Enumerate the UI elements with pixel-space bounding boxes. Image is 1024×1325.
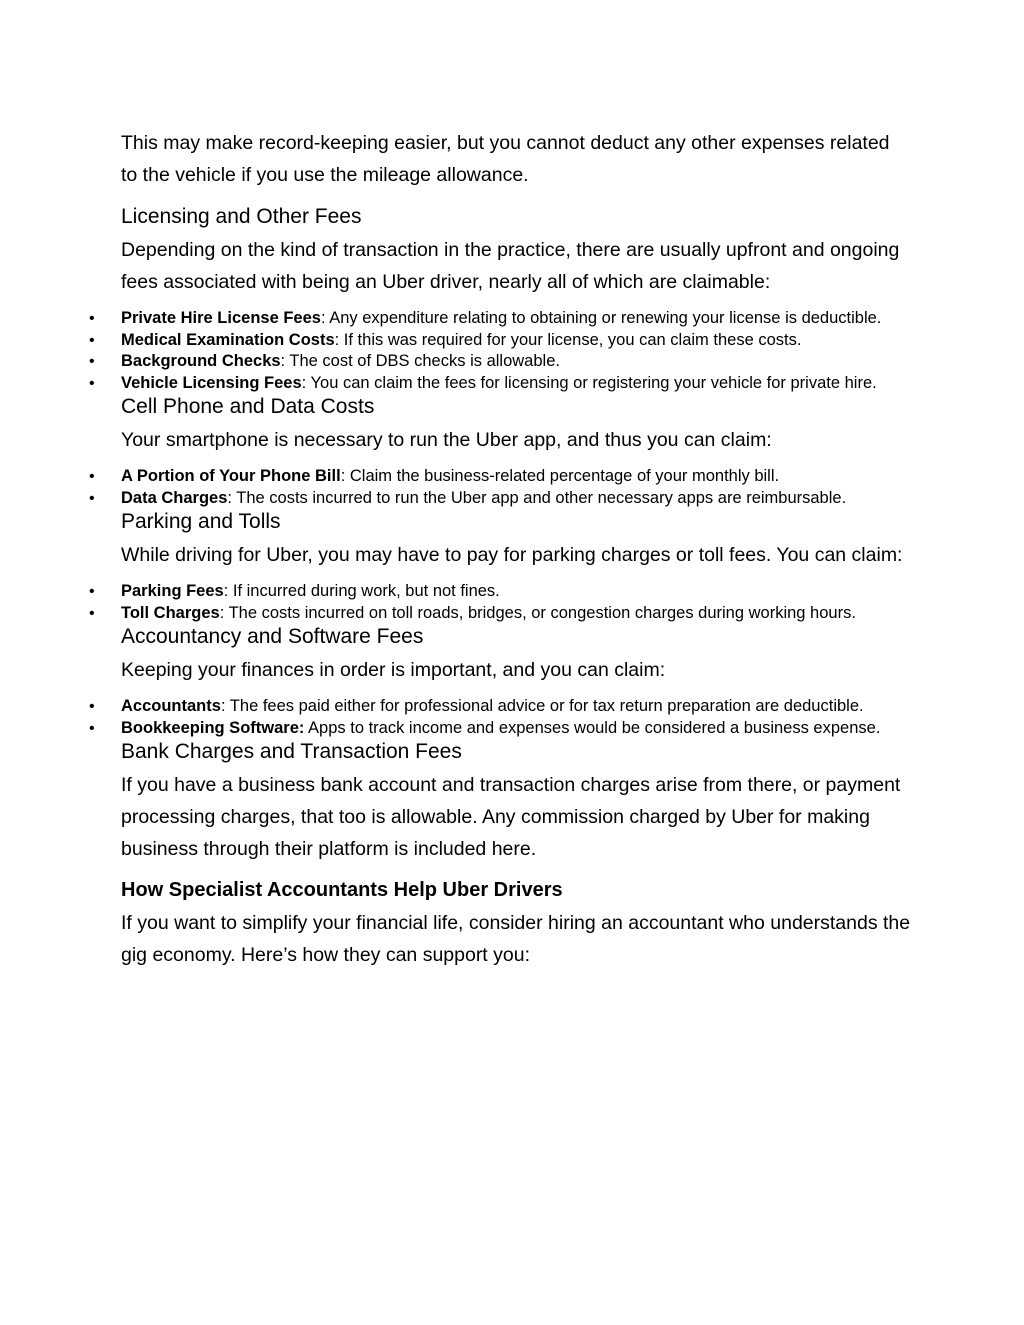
item-term: Data Charges bbox=[121, 488, 228, 507]
item-desc: : The costs incurred to run the Uber app and other necessary apps are reimbursable. bbox=[227, 488, 847, 507]
item-desc: : If this was required for your license, you can claim these costs. bbox=[334, 330, 802, 349]
phone-list bbox=[89, 466, 911, 509]
accountancy-paragraph: Keeping your finances in order is important, and you can claim: bbox=[121, 659, 666, 681]
parking-list bbox=[89, 581, 911, 624]
licensing-list bbox=[89, 308, 911, 394]
bullet-icon: • bbox=[89, 468, 95, 485]
bullet-icon: • bbox=[89, 331, 95, 349]
list-item bbox=[89, 466, 911, 488]
phone-paragraph: Your smartphone is necessary to run the Uber app, and thus you can claim: bbox=[121, 429, 772, 451]
page-content bbox=[89, 127, 911, 971]
accountancy-list bbox=[89, 696, 911, 739]
parking-paragraph: While driving for Uber, you may have to pay for parking charges or toll fees. You can claim: bbox=[121, 544, 903, 566]
phone-heading: Cell Phone and Data Costs bbox=[121, 395, 375, 418]
bullet-icon: • bbox=[89, 583, 95, 600]
item-term: Private Hire License Fees bbox=[121, 309, 321, 327]
item-desc: : If incurred during work, but not fines. bbox=[223, 582, 500, 600]
item-desc: : The costs incurred on toll roads, bridges, or congestion charges during working hours. bbox=[219, 603, 856, 622]
accountancy-heading: Accountancy and Software Fees bbox=[121, 625, 424, 648]
list-item bbox=[89, 603, 911, 625]
bank-heading: Bank Charges and Transaction Fees bbox=[121, 740, 462, 763]
licensing-heading: Licensing and Other Fees bbox=[121, 205, 362, 228]
list-item bbox=[89, 351, 911, 373]
list-item bbox=[89, 696, 911, 718]
parking-heading: Parking and Tolls bbox=[121, 510, 281, 533]
list-item bbox=[89, 308, 911, 330]
item-term: Medical Examination Costs bbox=[121, 330, 335, 349]
list-item bbox=[89, 373, 911, 395]
bullet-icon: • bbox=[89, 489, 95, 507]
item-desc: : You can claim the fees for licensing or registering your vehicle for private hire. bbox=[301, 373, 877, 392]
bullet-icon: • bbox=[89, 698, 95, 715]
bullet-icon: • bbox=[89, 374, 95, 392]
item-term: Toll Charges bbox=[121, 603, 220, 622]
list-item bbox=[89, 488, 911, 510]
specialist-paragraph: If you want to simplify your financial life, consider hiring an accountant who understands the gig economy. Here’s how they can support you: bbox=[121, 912, 911, 966]
item-term: Vehicle Licensing Fees bbox=[121, 373, 302, 392]
bank-paragraph: If you have a business bank account and transaction charges arise from there, or payment processing charges, that too is allowable. Any commission charged by Uber for making business through their platform is included here. bbox=[121, 774, 901, 860]
bullet-icon: • bbox=[89, 719, 95, 737]
list-item bbox=[89, 718, 911, 740]
item-term: Accountants bbox=[121, 697, 221, 715]
list-item bbox=[89, 330, 911, 352]
item-desc: : Any expenditure relating to obtaining or renewing your license is deductible. bbox=[320, 309, 882, 327]
item-desc: : The cost of DBS checks is allowable. bbox=[280, 352, 560, 370]
item-term: Parking Fees bbox=[121, 582, 224, 600]
intro-paragraph: This may make record-keeping easier, but you cannot deduct any other expenses related to the vehicle if you use the mileage allowance. bbox=[121, 132, 890, 186]
bullet-icon: • bbox=[89, 353, 95, 370]
bullet-icon: • bbox=[89, 310, 95, 327]
bullet-icon: • bbox=[89, 604, 95, 622]
item-desc: : Claim the business-related percentage of your monthly bill. bbox=[340, 467, 780, 485]
specialist-heading: How Specialist Accountants Help Uber Drivers bbox=[121, 879, 563, 901]
item-desc: Apps to track income and expenses would be considered a business expense. bbox=[304, 718, 881, 737]
item-term: A Portion of Your Phone Bill bbox=[121, 467, 341, 485]
item-term: Background Checks bbox=[121, 352, 281, 370]
licensing-paragraph: Depending on the kind of transaction in the practice, there are usually upfront and ongoing fees associated with being an Uber driver, nearly all of which are claimable: bbox=[121, 239, 900, 293]
item-desc: : The fees paid either for professional advice or for tax return preparation are deductible. bbox=[220, 697, 864, 715]
list-item bbox=[89, 581, 911, 603]
item-term: Bookkeeping Software: bbox=[121, 718, 305, 737]
